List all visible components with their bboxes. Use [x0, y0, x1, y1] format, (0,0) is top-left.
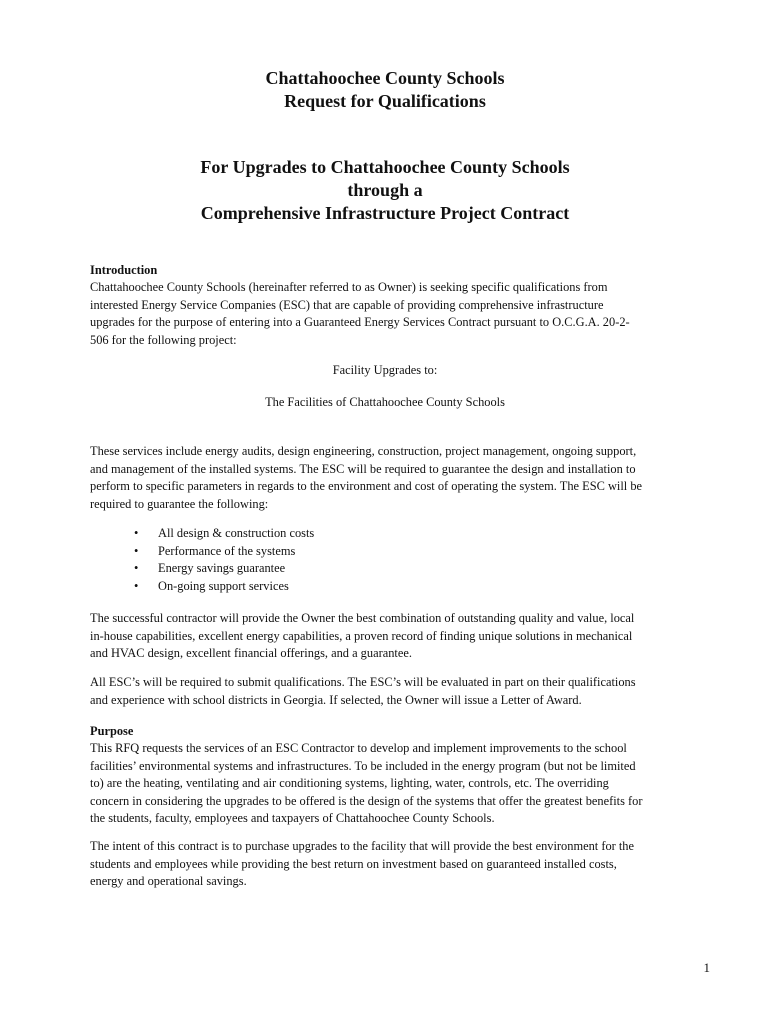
list-item [130, 578, 314, 596]
paragraph-line: the students, faculty, employees and taxpayers of Chattahoochee County Schools. [90, 811, 495, 825]
paragraph-line: upgrades for the purpose of entering into a Guaranteed Energy Services Contract pursuant to O.C.G.A. 20-2- [90, 315, 630, 329]
paragraph-line: students and employees while providing the best return on investment based on guaranteed installed costs, [90, 856, 617, 871]
list-item [130, 525, 314, 543]
purpose-paragraph [90, 740, 715, 828]
list-item-text: All design & construction costs [158, 526, 315, 540]
paragraph-line: All ESC’s will be required to submit qualifications. The ESC’s will be evaluated in part on their qualifications [90, 675, 636, 689]
paragraph-line: These services include energy audits, design engineering, construction, project management, ongoing support, [90, 444, 637, 458]
purpose-heading: Purpose [90, 724, 134, 738]
paragraph-line: Chattahoochee County Schools (hereinafter referred to as Owner) is seeking specific qualifications from [90, 280, 608, 294]
paragraph-line: concern in considering the upgrades to be offered is the design of the systems that offer the greatest benefits for [90, 793, 643, 808]
paragraph-line: facilities’ environmental systems and infrastructures. To be included in the energy program (but not be limited [90, 758, 636, 773]
paragraph-line: This RFQ requests the services of an ESC Contractor to develop and implement improvements to the school [90, 741, 627, 755]
bullet-icon: • [134, 526, 139, 540]
paragraph-line: to) are the heating, ventilating and air conditioning systems, lighting, water, controls, etc. The overriding [90, 776, 609, 790]
contractor-paragraph [90, 610, 715, 663]
introduction-heading: Introduction [90, 263, 158, 277]
document-title [0, 67, 770, 113]
list-item [130, 560, 314, 578]
paragraph-line: energy and operational savings. [90, 874, 247, 888]
facility-name: The Facilities of Chattahoochee County Schools [265, 395, 505, 409]
paragraph-line: The successful contractor will provide the Owner the best combination of outstanding quality and value, local [90, 611, 635, 625]
paragraph-line: and management of the installed systems. The ESC will be required to guarantee the design and installation to [90, 461, 636, 476]
introduction-paragraph [90, 279, 715, 349]
bullet-icon: • [134, 561, 139, 575]
paragraph-line: and HVAC design, excellent financial offerings, and a guarantee. [90, 646, 412, 660]
list-item [130, 543, 314, 561]
bullet-icon: • [134, 578, 139, 593]
paragraph-line: and experience with school districts in Georgia. If selected, the Owner will issue a Letter of Award. [90, 692, 582, 707]
paragraph-line: interested Energy Service Companies (ESC) that are capable of providing comprehensive infrastructure [90, 297, 604, 312]
list-item-text: Energy savings guarantee [158, 561, 286, 575]
subtitle-line: Comprehensive Infrastructure Project Contract [200, 203, 570, 223]
paragraph-line: required to guarantee the following: [90, 496, 269, 511]
list-item-text: Performance of the systems [158, 543, 296, 558]
subtitle-line: For Upgrades to Chattahoochee County Schools [200, 157, 570, 177]
paragraph-line: The intent of this contract is to purchase upgrades to the facility that will provide the best environment for the [90, 839, 635, 853]
paragraph-line: 506 for the following project: [90, 332, 237, 347]
page-number: 1 [703, 960, 710, 975]
qualifications-paragraph [90, 674, 715, 709]
list-item-text: On-going support services [158, 578, 289, 593]
document-subtitle [0, 156, 770, 225]
services-paragraph [90, 443, 715, 513]
facility-upgrades-label: Facility Upgrades to: [332, 363, 438, 377]
paragraph-line: perform to specific parameters in regards to the environment and cost of operating the system. The ESC will be [90, 479, 643, 493]
guarantee-list [130, 525, 314, 595]
title-line: Chattahoochee County Schools [265, 68, 505, 88]
title-line: Request for Qualifications [284, 91, 486, 111]
subtitle-line: through a [347, 180, 423, 200]
paragraph-line: in-house capabilities, excellent energy capabilities, a proven record of finding unique solutions in mechanical [90, 628, 633, 643]
bullet-icon: • [134, 543, 139, 558]
intent-paragraph [90, 838, 715, 891]
